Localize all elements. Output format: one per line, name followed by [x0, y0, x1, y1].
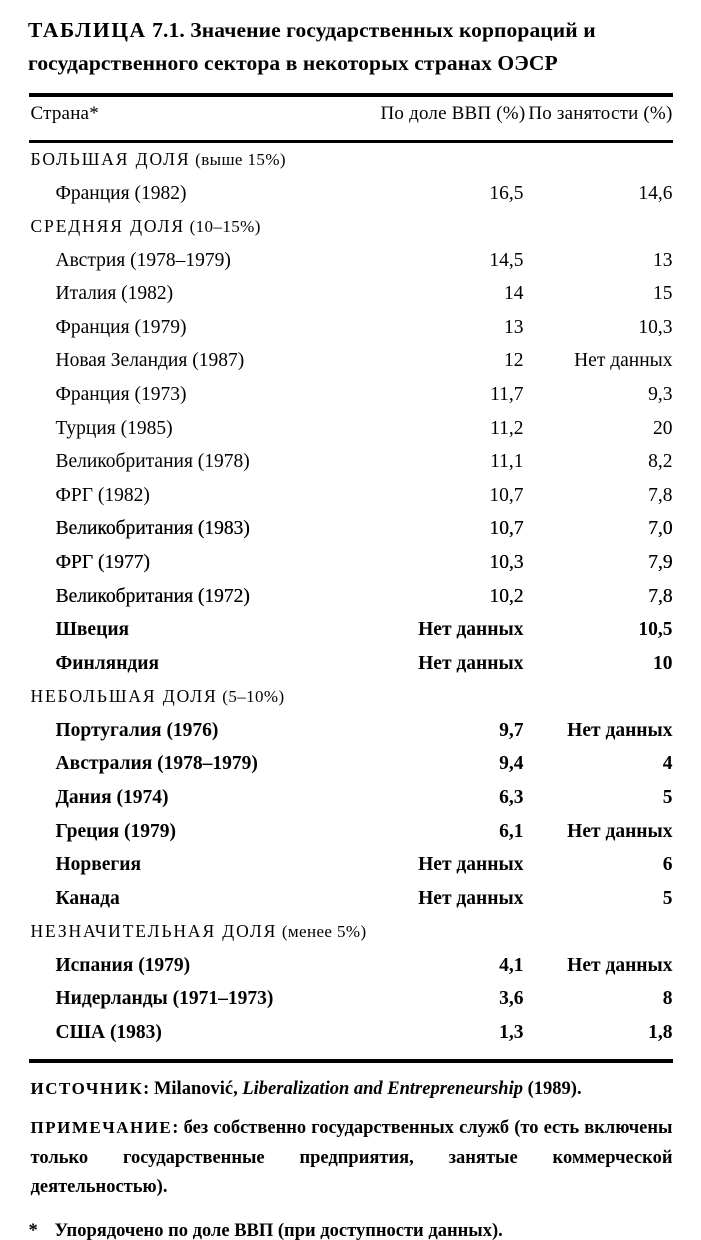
cell-country: Финляндия: [55, 652, 160, 674]
column-header-employment: По занятости (%): [528, 103, 673, 124]
table-row: [28, 580, 672, 614]
cell-country: Италия (1982): [55, 283, 174, 305]
footnote-body: Упорядочено по доле ВВП (при доступности данных).: [54, 1220, 503, 1240]
table-row: [28, 613, 672, 647]
source-book-title: Liberalization and Entrepreneurship: [242, 1078, 523, 1099]
source-year: (1989).: [523, 1078, 582, 1099]
cell-gdp-share: 6,3: [499, 787, 524, 808]
cell-gdp-share: 10,7: [489, 484, 524, 506]
table-row: [28, 445, 672, 479]
cell-gdp-share: Нет данных: [418, 887, 524, 909]
cell-gdp-share: Нет данных: [418, 652, 524, 674]
table-row: [28, 277, 672, 311]
cell-gdp-share: 12: [503, 350, 524, 372]
cell-gdp-share: 6,1: [499, 820, 524, 842]
table-row: [28, 344, 672, 378]
table-row: [28, 177, 672, 211]
explanatory-note: [29, 1113, 673, 1203]
cell-employment-share: 7,0: [648, 518, 673, 540]
cell-country: Турция (1985): [55, 417, 173, 439]
table-row: [28, 714, 672, 748]
cell-employment-share: 10: [653, 652, 673, 674]
source-label: ИСТОЧНИК: [30, 1078, 144, 1098]
section-header-label: [28, 210, 672, 244]
cell-country: Норвегия: [55, 854, 142, 876]
section-name: БОЛЬШАЯ ДОЛЯ: [30, 149, 191, 169]
cell-country: Франция (1973): [55, 383, 187, 405]
cell-employment-share: 8: [662, 988, 673, 1010]
cell-gdp-share: 9,4: [499, 753, 524, 775]
table-row: [28, 378, 672, 412]
section-qualifier: (10–15%): [184, 217, 261, 237]
cell-employment-share: 7,8: [648, 585, 673, 607]
cell-employment-share: 15: [653, 283, 673, 305]
cell-country: Дания (1974): [55, 787, 169, 808]
cell-country: Нидерланды (1971–1973): [55, 988, 274, 1010]
cell-country: Великобритания (1978): [55, 451, 250, 473]
cell-employment-share: 9,3: [648, 383, 673, 405]
table-row: [28, 882, 672, 916]
section-name: НЕБОЛЬШАЯ ДОЛЯ: [30, 686, 218, 707]
cell-employment-share: 7,8: [648, 484, 673, 506]
table-row: [28, 512, 672, 546]
cell-gdp-share: Нет данных: [418, 854, 524, 876]
cell-gdp-share: 9,7: [499, 719, 524, 741]
cell-employment-share: 20: [653, 417, 673, 439]
cell-employment-share: 1,8: [648, 1022, 673, 1044]
table-row: [28, 647, 672, 681]
section-header-row: [28, 143, 672, 177]
title-number: 7.1.: [152, 18, 185, 42]
cell-country: Великобритания (1983): [55, 518, 250, 540]
cell-employment-share: Нет данных: [567, 719, 673, 741]
cell-country: Австралия (1978–1979): [55, 753, 258, 775]
title-text: Значение государственных корпораций и государственного сектора в некоторых странах ОЭСР: [28, 18, 596, 75]
section-header-label: [28, 680, 672, 714]
oecd-state-sector-table: [29, 97, 673, 131]
section-header-label: [28, 915, 672, 949]
table-notes: [29, 1063, 673, 1240]
cell-employment-share: 5: [662, 887, 673, 909]
cell-gdp-share: 11,1: [490, 451, 524, 473]
cell-country: Австрия (1978–1979): [55, 249, 231, 271]
note-body: : без собственно государственных служб (то есть включены только государственные предприятия, занятые коммерческой деятельностью).: [30, 1118, 673, 1198]
footnote-asterisk: [29, 1217, 673, 1240]
cell-employment-share: 14,6: [638, 182, 673, 204]
cell-gdp-share: 10,7: [489, 518, 524, 540]
cell-gdp-share: Нет данных: [418, 619, 524, 641]
note-label: ПРИМЕЧАНИЕ: [30, 1118, 173, 1138]
table-row: [28, 982, 672, 1016]
cell-gdp-share: 14,5: [489, 249, 524, 271]
cell-gdp-share: 10,3: [489, 551, 524, 573]
cell-employment-share: 10,5: [638, 619, 673, 641]
table-row: [28, 848, 672, 882]
section-name: СРЕДНЯЯ ДОЛЯ: [30, 216, 185, 237]
cell-gdp-share: 1,3: [499, 1022, 524, 1044]
cell-employment-share: 8,2: [648, 451, 673, 473]
cell-gdp-share: 10,2: [489, 585, 524, 607]
cell-gdp-share: 3,6: [499, 988, 524, 1010]
cell-gdp-share: 16,5: [489, 182, 524, 204]
source-note: [29, 1074, 673, 1105]
cell-country: США (1983): [55, 1022, 162, 1044]
cell-country: Испания (1979): [55, 954, 191, 976]
column-header-country: Страна*: [30, 103, 99, 124]
table-row: [28, 244, 672, 278]
table-row: [28, 1016, 672, 1050]
table-row: [28, 546, 672, 580]
column-header-gdp: По доле ВВП (%): [380, 103, 526, 124]
table-body: [28, 143, 672, 1050]
section-header-row: [28, 210, 672, 244]
cell-employment-share: Нет данных: [574, 350, 673, 372]
table-row: [28, 747, 672, 781]
cell-country: Франция (1982): [55, 182, 187, 204]
table-row: [28, 412, 672, 446]
cell-employment-share: 5: [662, 787, 673, 808]
cell-country: ФРГ (1982): [55, 484, 150, 506]
section-qualifier: (выше 15%): [190, 150, 286, 169]
table-header-row: [29, 97, 673, 131]
cell-country: Великобритания (1972): [55, 585, 250, 607]
cell-employment-share: 7,9: [648, 551, 673, 573]
title-label: ТАБЛИЦА: [28, 18, 147, 42]
section-qualifier: (5–10%): [217, 687, 285, 707]
page-title: [0, 0, 701, 80]
cell-country: Канада: [55, 887, 120, 909]
section-name: НЕЗНАЧИТЕЛЬНАЯ ДОЛЯ: [30, 921, 278, 942]
table-row: [28, 479, 672, 513]
section-header-label: [28, 143, 672, 177]
source-author: : Milanović,: [143, 1078, 243, 1099]
table-row: [28, 311, 672, 345]
table-row: [28, 815, 672, 849]
cell-employment-share: 13: [653, 249, 673, 271]
cell-country: Франция (1979): [55, 316, 187, 338]
cell-country: Португалия (1976): [55, 719, 219, 741]
section-header-row: [28, 915, 672, 949]
table-row: [28, 781, 672, 815]
cell-gdp-share: 11,2: [490, 417, 524, 439]
cell-country: Новая Зеландия (1987): [55, 350, 245, 372]
cell-country: Греция (1979): [55, 820, 177, 842]
table-body-rows: [28, 143, 672, 1050]
section-header-row: [28, 680, 672, 714]
cell-employment-share: 10,3: [638, 316, 673, 338]
cell-country: Швеция: [55, 619, 130, 641]
cell-employment-share: 4: [662, 753, 673, 775]
cell-gdp-share: 13: [503, 316, 524, 338]
cell-employment-share: Нет данных: [567, 954, 673, 976]
cell-gdp-share: 14: [503, 283, 524, 305]
table-row: [28, 949, 672, 983]
section-qualifier: (менее 5%): [277, 922, 367, 942]
cell-gdp-share: 11,7: [490, 383, 524, 405]
asterisk-marker: *: [28, 1220, 38, 1240]
cell-employment-share: 6: [662, 854, 673, 876]
cell-gdp-share: 4,1: [499, 954, 524, 976]
cell-country: ФРГ (1977): [55, 551, 150, 573]
cell-employment-share: Нет данных: [567, 820, 673, 842]
